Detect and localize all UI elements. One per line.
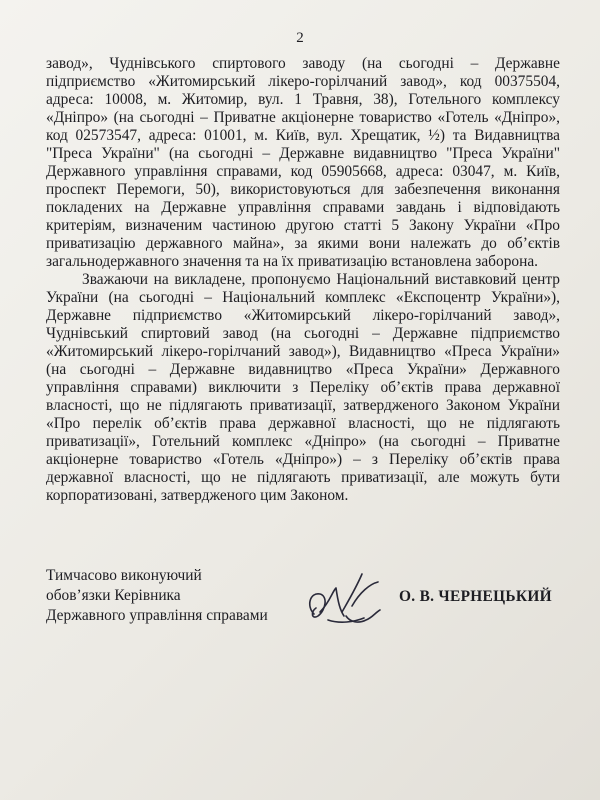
signer-name: О. В. ЧЕРНЕЦЬКИЙ [399,588,552,605]
signatory-title-line: обов’язки Керівника [46,587,181,604]
signatory-title-line: Тимчасово виконуючий [46,567,202,584]
letter-body [46,55,560,505]
signatory-title-line: Державного управління справами [46,607,268,624]
paragraph-proposal: Зважаючи на викладене, пропонуємо Національний виставковий центр України (на сьогодні – Національний комплекс «Експоцентр України»), Державне підприємство «Житомирський лікеро-горілчаний завод», Чуднівський спиртовий завод (на сьогодні – Державне підприємство «Житомирський лікеро-горілчаний завод»), Видавництво «Преса України» (на сьогодні – Державне видавництво «Преса України» Державного управління справами) виключити з Переліку об’єктів права державної власності, що не підлягають приватизації, затвердженого Законом України «Про перелік об’єктів права державної власності, що не підлягають приватизації», Готельний комплекс «Дніпро» (на сьогодні – Приватне акціонерне товариство «Готель «Дніпро») – з Переліку об’єктів права державної власності, що не підлягають приватизації, але можуть бути корпоратизовані, затвердженого цим Законом. [46,271,560,504]
page-number: 2 [296,30,304,46]
signatory-title [46,566,268,626]
handwritten-signature [300,562,390,642]
paragraph-continuation: завод», Чуднівського спиртового заводу (на сьогодні – Державне підприємство «Житомирський лікеро-горілчаний завод», код 00375504, адреса: 10008, м. Житомир, вул. 1 Травня, 38), Готельного комплексу «Дніпро» (на сьогодні – Приватне акціонерне товариство «Готель «Дніпро», код 02573547, адреса: 01001, м. Київ, вул. Хрещатик, ½) та Видавництва "Преса України" (на сьогодні – Державне видавництво "Преса України" Державного управління справами, код 05905668, адреса: 03047, м. Київ, проспект Перемоги, 50), використовуються для забезпечення виконання покладених на Державне управління справами завдань і відповідають критеріям, визначеним частиною другою статті 5 Закону України «Про приватизацію державного майна», за якими вони належать до об’єктів загальнодержавного значення та на їх приватизацію встановлена заборона. [46,55,560,270]
